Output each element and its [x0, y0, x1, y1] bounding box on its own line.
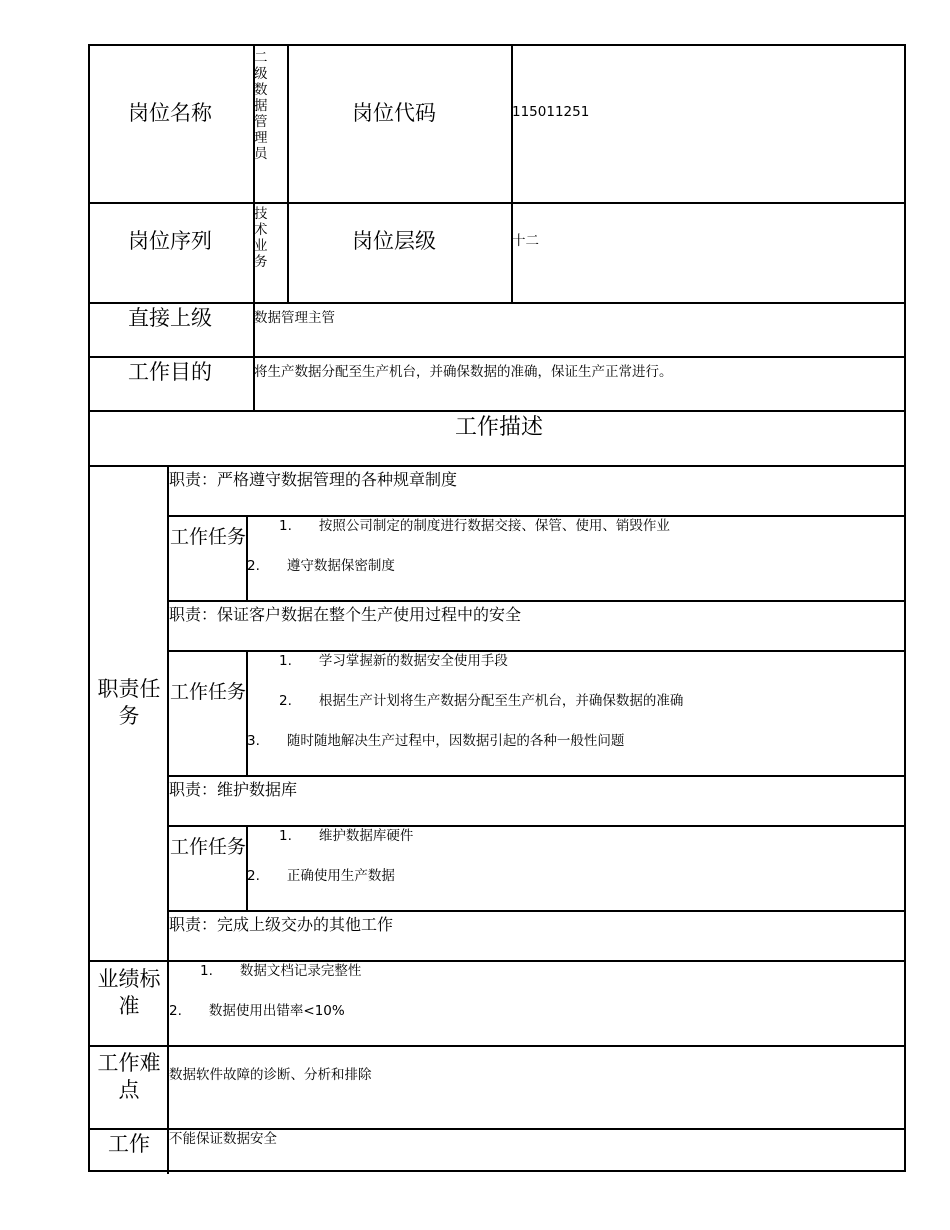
row-divider [90, 410, 906, 412]
duty-item [169, 607, 521, 623]
task-item: 1. 学习掌握新的数据安全使用手段 [279, 653, 508, 669]
post-seq-value: 技术业务 [254, 206, 268, 270]
duty-text: 职责：保证客户数据在整个生产使用过程中的安全 [169, 605, 522, 624]
performance-item: 2. 数据使用出错率<10% [169, 1003, 345, 1019]
purpose-value: 将生产数据分配至生产机台，并确保数据的准确，保证生产正常进行。 [254, 364, 673, 380]
row-divider [168, 650, 906, 652]
task-item: 2. 正确使用生产数据 [247, 868, 395, 884]
duty-item [169, 472, 457, 488]
row-divider [90, 356, 906, 358]
duty-item [169, 782, 297, 798]
task-item: 1. 按照公司制定的制度进行数据交接、保管、使用、销毁作业 [279, 518, 670, 534]
row-divider [168, 825, 906, 827]
duty-text: 职责：完成上级交办的其他工作 [169, 915, 394, 934]
col-divider [246, 650, 248, 776]
col-divider [511, 46, 513, 303]
row-divider [90, 202, 906, 204]
performance-item: 1. 数据文档记录完整性 [200, 963, 362, 979]
performance-label: 业绩标准 [97, 967, 161, 1018]
task-label: 工作任务 [169, 836, 246, 858]
duty-item [169, 917, 393, 933]
difficulty-value: 数据软件故障的诊断、分析和排除 [169, 1067, 372, 1083]
superior-value: 数据管理主管 [254, 310, 335, 326]
post-level-label: 岗位层级 [352, 229, 436, 253]
post-name-label: 岗位名称 [128, 101, 212, 125]
row-divider [168, 775, 906, 777]
job-description-table [88, 44, 906, 1172]
row-divider [90, 465, 906, 467]
post-level-value: 十二 [512, 233, 539, 249]
superior-label: 直接上级 [128, 306, 212, 330]
row-divider [168, 600, 906, 602]
duties-label: 职责任务 [97, 677, 161, 728]
row-divider [168, 910, 906, 912]
duty-text: 职责：严格遵守数据管理的各种规章制度 [169, 470, 458, 489]
col-divider [287, 46, 289, 303]
post-seq-label: 岗位序列 [128, 229, 212, 253]
row-divider [90, 1045, 906, 1047]
duty-text: 职责：维护数据库 [169, 780, 298, 799]
row-divider [90, 302, 906, 304]
description-title: 工作描述 [455, 415, 544, 440]
post-code-value: 115011251 [512, 104, 590, 120]
post-name-value: 二级数据管理员 [254, 50, 268, 162]
task-label: 工作任务 [169, 681, 246, 703]
difficulty-label: 工作难点 [97, 1051, 161, 1102]
bottom-value: 不能保证数据安全 [169, 1131, 277, 1147]
task-item: 2. 遵守数据保密制度 [247, 558, 395, 574]
post-code-label: 岗位代码 [352, 101, 436, 125]
bottom-label: 工作 [108, 1132, 150, 1156]
task-label: 工作任务 [169, 526, 246, 548]
task-item: 2. 根据生产计划将生产数据分配至生产机台，并确保数据的准确 [279, 693, 684, 709]
row-divider [168, 515, 906, 517]
row-divider [90, 960, 906, 962]
row-divider [90, 1128, 906, 1130]
task-item: 1. 维护数据库硬件 [279, 828, 414, 844]
task-item: 3. 随时随地解决生产过程中，因数据引起的各种一般性问题 [247, 733, 625, 749]
purpose-label: 工作目的 [128, 360, 212, 384]
